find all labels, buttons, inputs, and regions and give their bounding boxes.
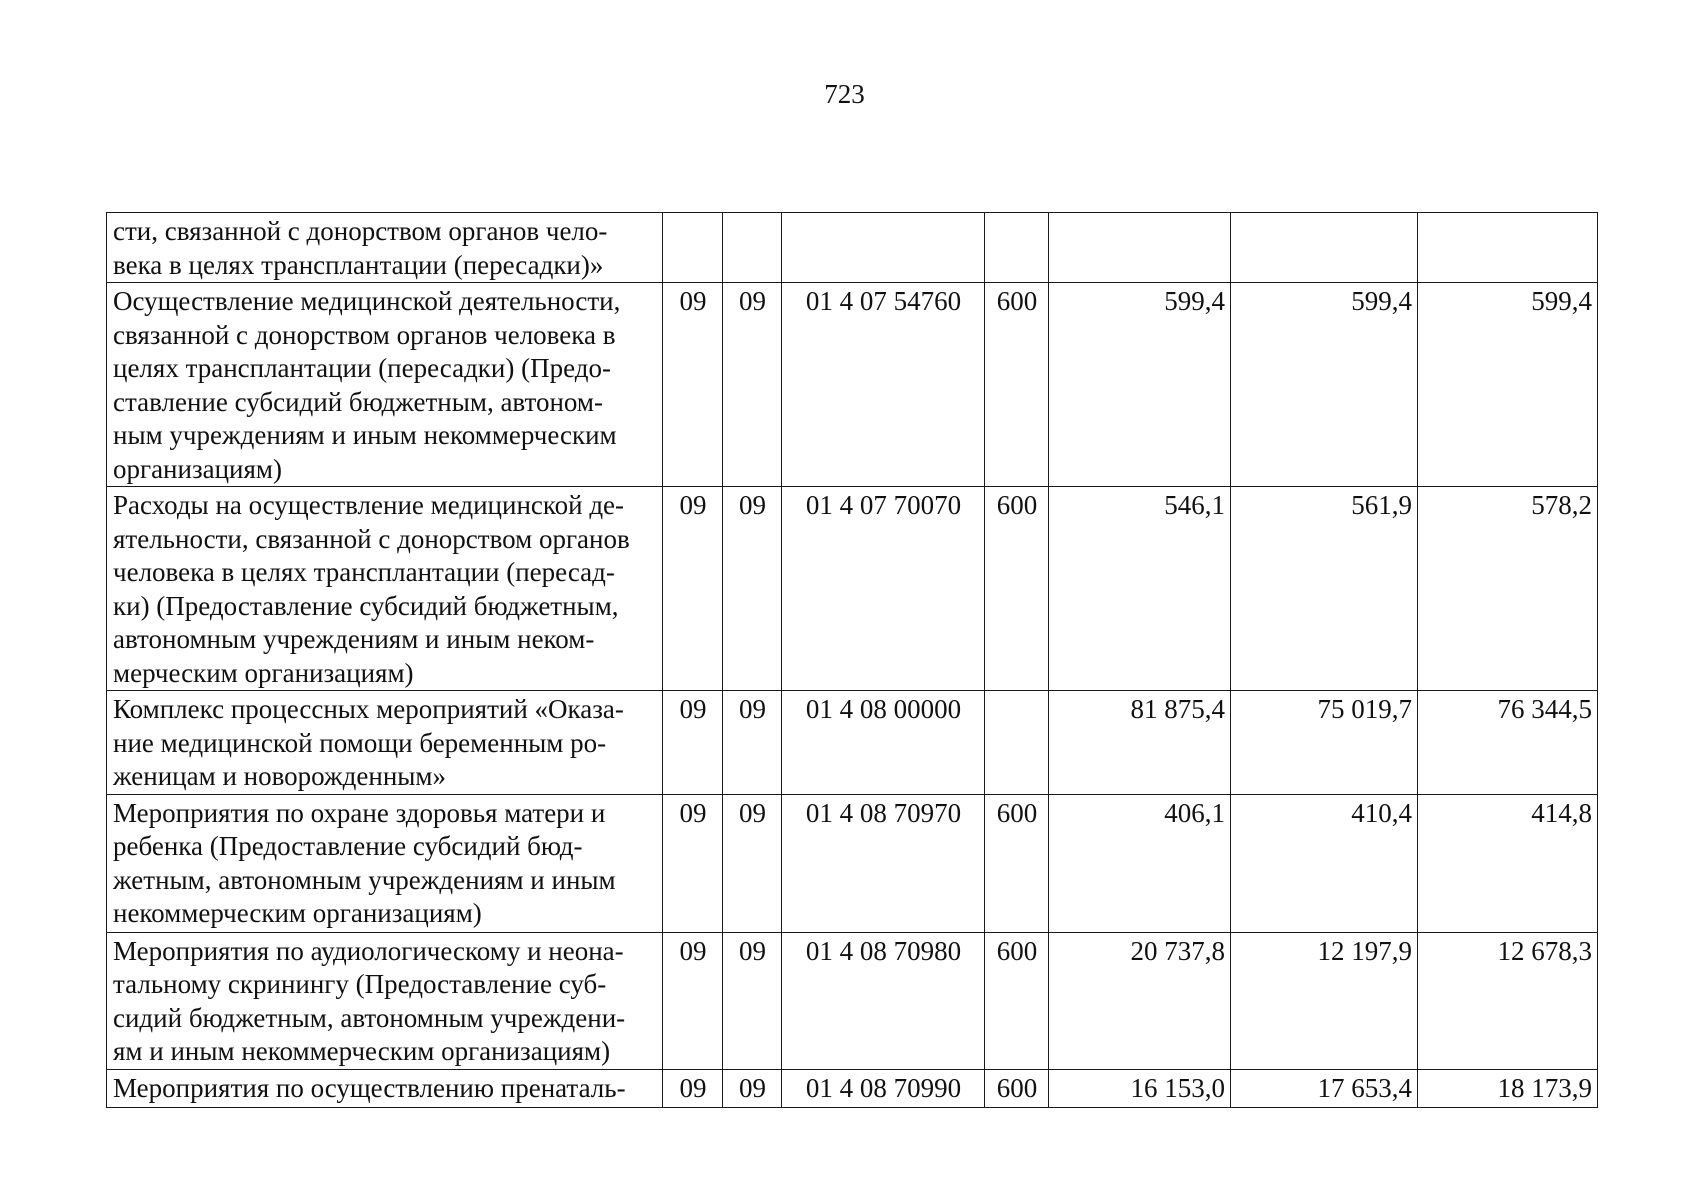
budget-table [106,212,1598,1108]
expense-type-cell: 600 [985,794,1049,932]
table-row [107,932,1598,1069]
section-code-cell: 09 [663,283,723,487]
amount-year-2-cell [1231,213,1418,283]
amount-year-2-cell: 12 197,9 [1231,932,1418,1069]
amount-year-3-cell: 414,8 [1418,794,1598,932]
amount-year-1-cell: 20 737,8 [1049,932,1231,1069]
row-name-cell: Мероприятия по аудиологическому и неона- тальному скринингу (Предоставление суб- сидий бюджетным, автономным учреждени- ям и иным некоммерческим организациям) [107,932,663,1069]
subsection-code-cell: 09 [723,932,782,1069]
table-row [107,794,1598,932]
section-code-cell: 09 [663,794,723,932]
expense-type-cell [985,213,1049,283]
row-name-cell: Осуществление медицинской деятельности, связанной с донорством органов человека в целях трансплантации (пересадки) (Предо- ставление субсидий бюджетным, автоном- ным учреждениям и иным некоммерческим организациям) [107,283,663,487]
amount-year-1-cell [1049,213,1231,283]
amount-year-3-cell [1418,213,1598,283]
table-row [107,487,1598,691]
expense-type-cell: 600 [985,487,1049,691]
subsection-code-cell: 09 [723,487,782,691]
table-row [107,691,1598,795]
page-number: 723 [824,79,865,109]
amount-year-1-cell: 599,4 [1049,283,1231,487]
row-name-cell: Мероприятия по осуществлению пренаталь- [107,1069,663,1107]
target-article-cell: 01 4 08 00000 [782,691,985,795]
amount-year-3-cell: 18 173,9 [1418,1069,1598,1107]
section-code-cell: 09 [663,932,723,1069]
subsection-code-cell: 09 [723,691,782,795]
table-row [107,283,1598,487]
amount-year-1-cell: 81 875,4 [1049,691,1231,795]
amount-year-1-cell: 546,1 [1049,487,1231,691]
amount-year-3-cell: 76 344,5 [1418,691,1598,795]
row-name-cell: Комплекс процессных мероприятий «Оказа- ние медицинской помощи беременным ро- женицам и новорожденным» [107,691,663,795]
target-article-cell [782,213,985,283]
amount-year-1-cell: 406,1 [1049,794,1231,932]
section-code-cell [663,213,723,283]
amount-year-3-cell: 599,4 [1418,283,1598,487]
expense-type-cell: 600 [985,1069,1049,1107]
row-name-cell: Мероприятия по охране здоровья матери и ребенка (Предоставление субсидий бюд- жетным, автономным учреждениям и иным некоммерческим организациям) [107,794,663,932]
amount-year-2-cell: 17 653,4 [1231,1069,1418,1107]
target-article-cell: 01 4 07 54760 [782,283,985,487]
target-article-cell: 01 4 08 70990 [782,1069,985,1107]
table-row [107,1069,1598,1107]
amount-year-1-cell: 16 153,0 [1049,1069,1231,1107]
amount-year-3-cell: 578,2 [1418,487,1598,691]
expense-type-cell [985,691,1049,795]
target-article-cell: 01 4 08 70970 [782,794,985,932]
amount-year-3-cell: 12 678,3 [1418,932,1598,1069]
amount-year-2-cell: 599,4 [1231,283,1418,487]
expense-type-cell: 600 [985,283,1049,487]
section-code-cell: 09 [663,487,723,691]
amount-year-2-cell: 75 019,7 [1231,691,1418,795]
target-article-cell: 01 4 07 70070 [782,487,985,691]
subsection-code-cell: 09 [723,283,782,487]
expense-type-cell: 600 [985,932,1049,1069]
subsection-code-cell: 09 [723,794,782,932]
amount-year-2-cell: 561,9 [1231,487,1418,691]
subsection-code-cell: 09 [723,1069,782,1107]
target-article-cell: 01 4 08 70980 [782,932,985,1069]
subsection-code-cell [723,213,782,283]
section-code-cell: 09 [663,1069,723,1107]
section-code-cell: 09 [663,691,723,795]
row-name-cell: сти, связанной с донорством органов чело- века в целях трансплантации (пересадки)» [107,213,663,283]
amount-year-2-cell: 410,4 [1231,794,1418,932]
table-row [107,213,1598,283]
row-name-cell: Расходы на осуществление медицинской де- ятельности, связанной с донорством органов человека в целях трансплантации (пересад- ки) (Предоставление субсидий бюджетным, автономным учреждениям и иным неком- мерческим организациям) [107,487,663,691]
